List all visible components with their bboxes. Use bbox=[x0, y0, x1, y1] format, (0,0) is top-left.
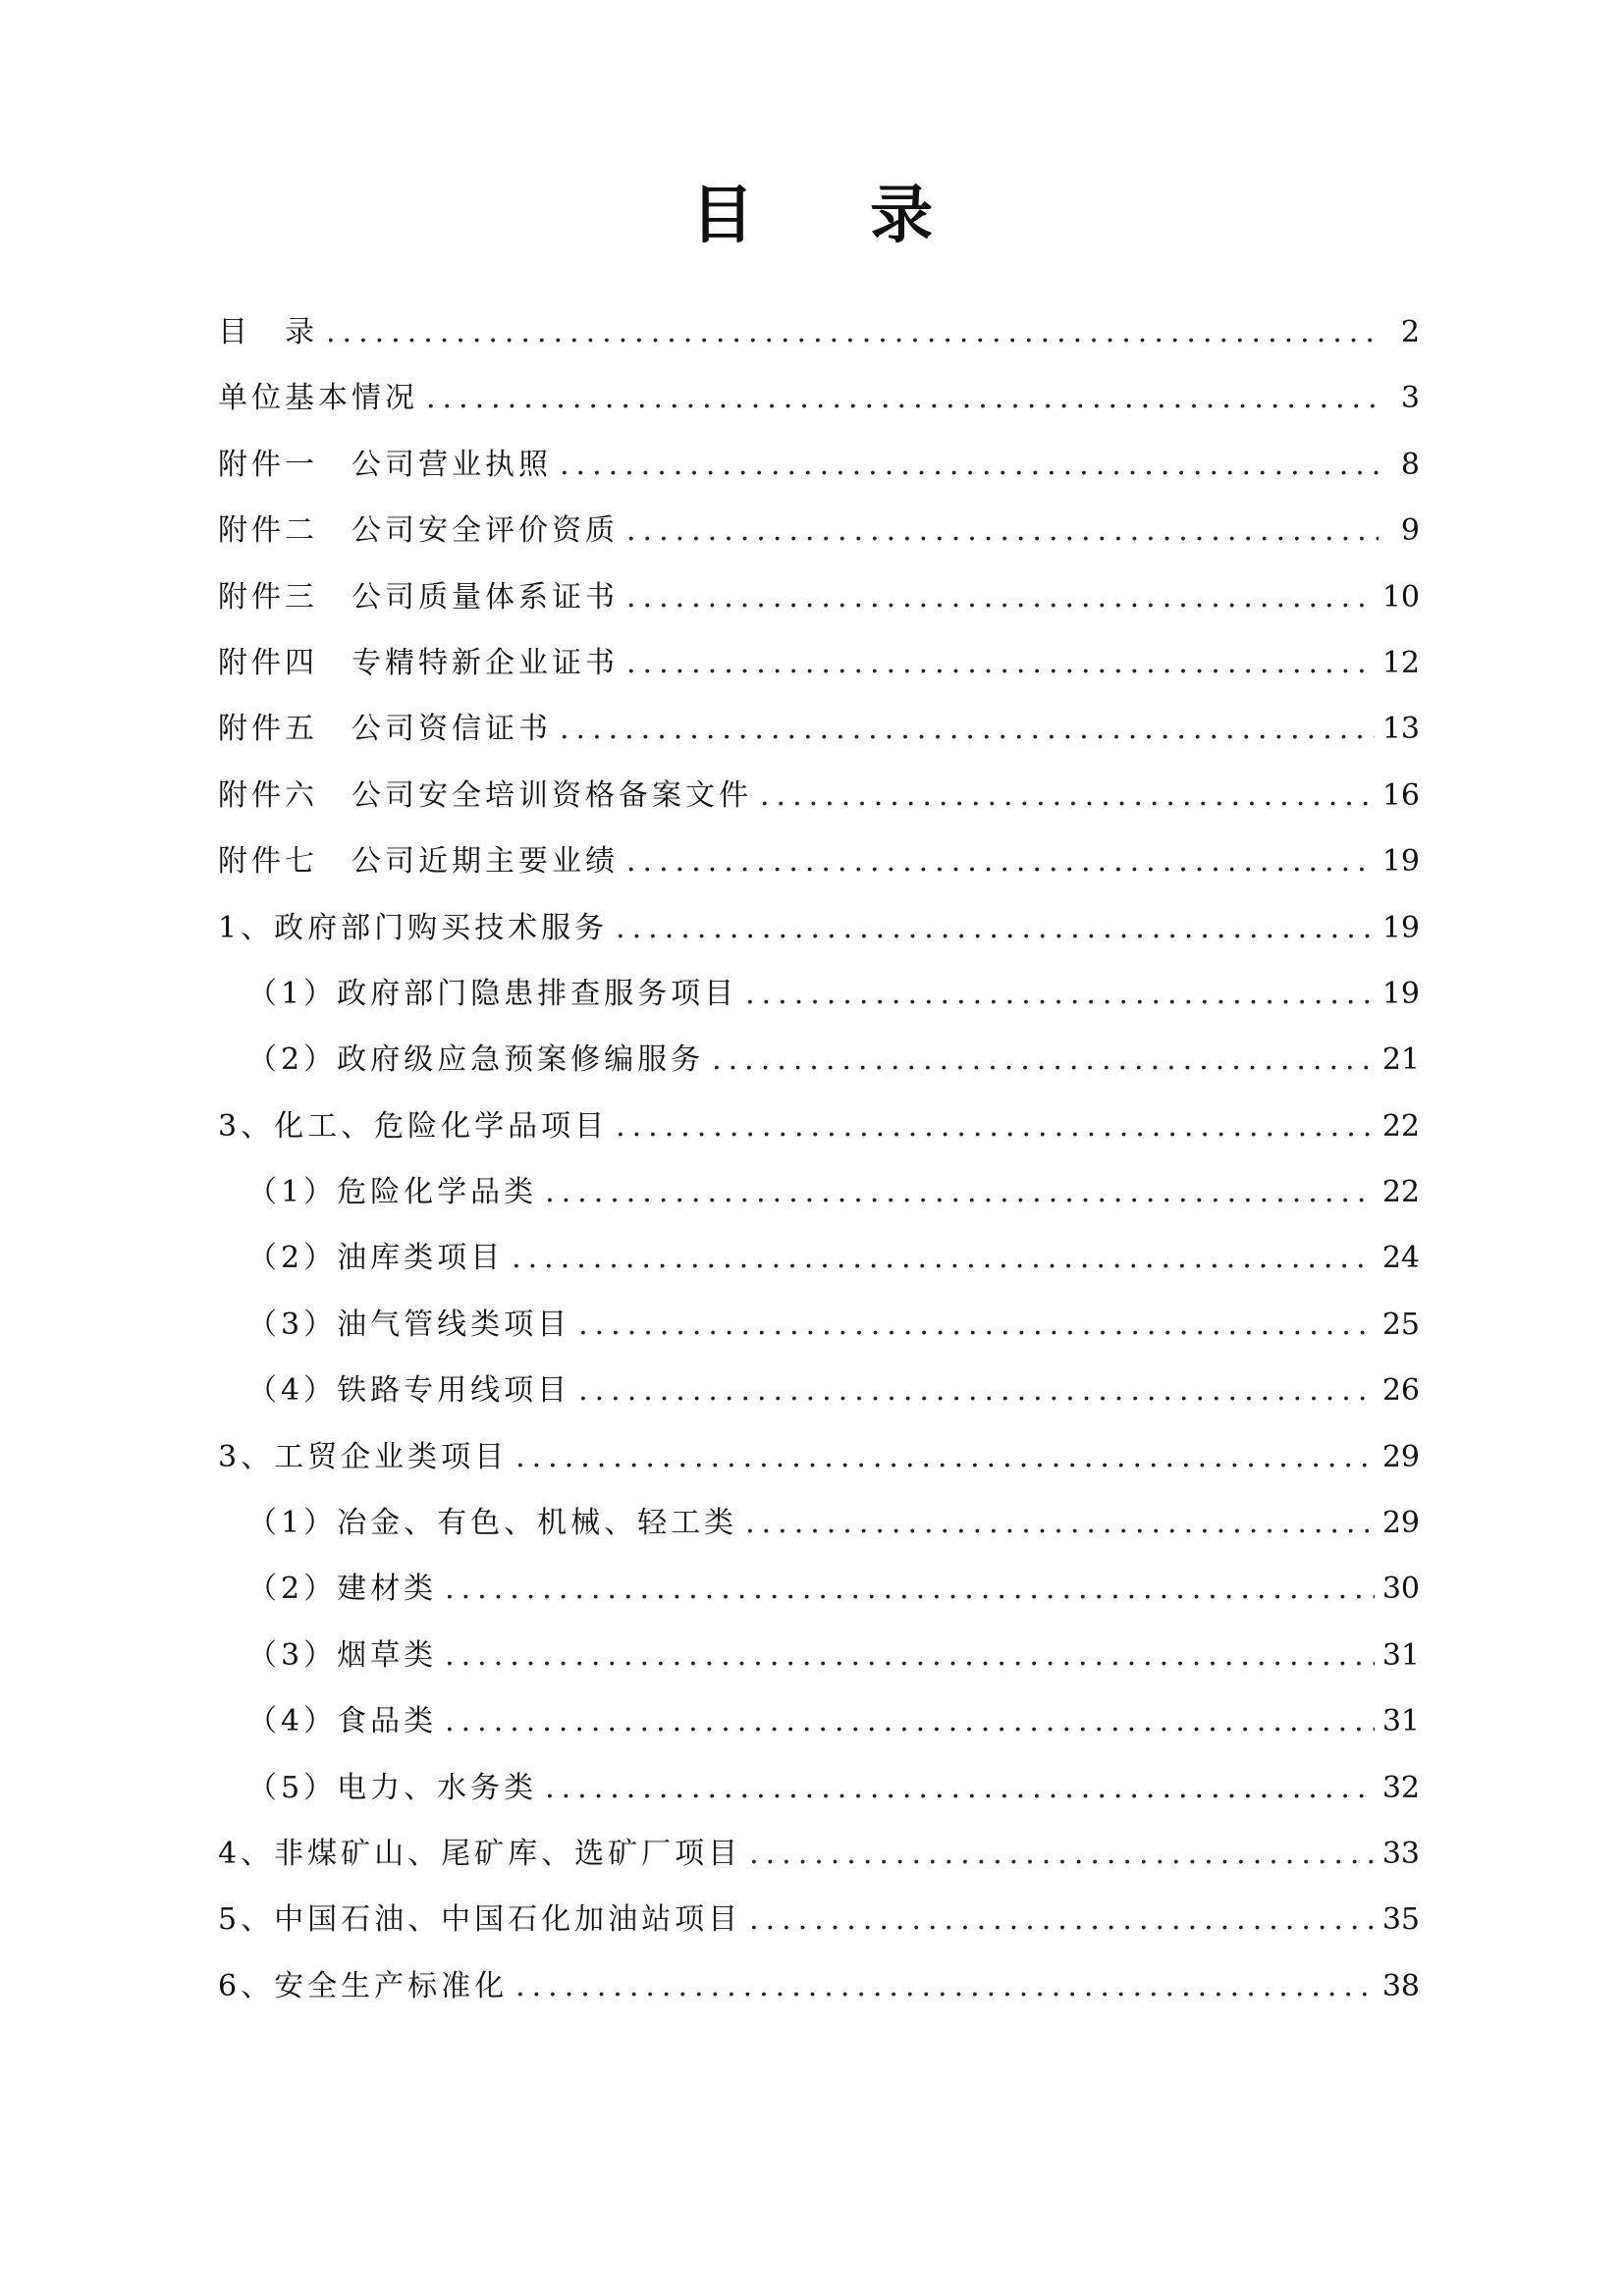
toc-entry[interactable] bbox=[218, 299, 1420, 365]
toc-leader-dots bbox=[545, 1755, 1375, 1821]
toc-entry[interactable] bbox=[218, 498, 1420, 563]
page-title: 目 录 bbox=[690, 180, 981, 252]
toc-subentry[interactable] bbox=[218, 1556, 1420, 1622]
toc-leader-dots bbox=[545, 1159, 1375, 1225]
toc-entry-label: 附件三 公司质量体系证书 bbox=[218, 579, 619, 614]
toc-leader-dots bbox=[760, 763, 1375, 828]
toc-entry-page: 22 bbox=[1381, 1175, 1420, 1210]
toc-entry-page: 35 bbox=[1381, 1902, 1420, 1938]
toc-entry-label: （1）冶金、有色、机械、轻工类 bbox=[247, 1506, 738, 1541]
toc-entry[interactable] bbox=[218, 763, 1420, 828]
toc-leader-dots bbox=[626, 498, 1379, 563]
toc-leader-dots bbox=[626, 630, 1375, 696]
toc-leader-dots bbox=[445, 1688, 1375, 1754]
toc-entry-label: 附件五 公司资信证书 bbox=[218, 712, 552, 747]
toc-entry[interactable] bbox=[218, 1821, 1420, 1887]
toc-entry-label: （4）食品类 bbox=[247, 1704, 438, 1739]
toc-entry-label: 单位基本情况 bbox=[218, 381, 418, 416]
toc-subentry[interactable] bbox=[218, 1225, 1420, 1291]
toc-entry[interactable] bbox=[218, 630, 1420, 696]
toc-leader-dots bbox=[426, 365, 1379, 431]
toc-leader-dots bbox=[560, 432, 1379, 498]
toc-leader-dots bbox=[626, 564, 1375, 630]
toc-entry[interactable] bbox=[218, 564, 1420, 630]
toc-entry-page: 19 bbox=[1381, 976, 1420, 1011]
toc-entry-page: 10 bbox=[1381, 579, 1420, 614]
toc-subentry[interactable] bbox=[218, 1292, 1420, 1358]
toc-entry-label: 附件一 公司营业执照 bbox=[218, 447, 552, 482]
toc-entry[interactable] bbox=[218, 1887, 1420, 1952]
toc-entry-label: 目 录 bbox=[218, 315, 318, 349]
toc-entry[interactable] bbox=[218, 1953, 1420, 2019]
toc-leader-dots bbox=[326, 299, 1379, 365]
toc-entry-label: （5）电力、水务类 bbox=[247, 1770, 538, 1805]
toc-entry-label: （1）危险化学品类 bbox=[247, 1175, 538, 1210]
toc-entry-page: 38 bbox=[1381, 1968, 1420, 2003]
toc-entry-label: 附件四 专精特新企业证书 bbox=[218, 645, 619, 680]
toc-entry-page: 21 bbox=[1381, 1042, 1420, 1078]
toc-leader-dots bbox=[578, 1358, 1375, 1423]
toc-leader-dots bbox=[745, 961, 1375, 1027]
toc-entry-label: （4）铁路专用线项目 bbox=[247, 1373, 571, 1409]
toc-entry-label: （3）烟草类 bbox=[247, 1637, 438, 1673]
toc-entry-label: 附件二 公司安全评价资质 bbox=[218, 513, 619, 549]
toc-leader-dots bbox=[515, 1953, 1375, 2019]
toc-entry-page: 31 bbox=[1381, 1704, 1420, 1739]
toc-entry-page: 32 bbox=[1381, 1770, 1420, 1805]
toc-subentry[interactable] bbox=[218, 1755, 1420, 1821]
toc-leader-dots bbox=[626, 828, 1375, 894]
toc-entry[interactable] bbox=[218, 432, 1420, 498]
toc-subentry[interactable] bbox=[218, 1490, 1420, 1556]
toc-leader-dots bbox=[445, 1556, 1375, 1622]
toc-entry-page: 19 bbox=[1381, 910, 1420, 945]
toc-entry[interactable] bbox=[218, 365, 1420, 431]
toc-entry-label: （3）油气管线类项目 bbox=[247, 1307, 571, 1342]
toc-entry[interactable] bbox=[218, 828, 1420, 894]
toc-entry-label: 1、政府部门购买技术服务 bbox=[218, 910, 609, 945]
toc-entry-page: 16 bbox=[1381, 777, 1420, 813]
toc-leader-dots bbox=[578, 1292, 1375, 1358]
toc-leader-dots bbox=[512, 1225, 1375, 1291]
toc-entry-label: 6、安全生产标准化 bbox=[218, 1968, 509, 2003]
toc-entry-label: （2）建材类 bbox=[247, 1572, 438, 1607]
toc-entry-page: 8 bbox=[1400, 447, 1420, 482]
toc-entry-page: 26 bbox=[1381, 1373, 1420, 1409]
toc-entry[interactable] bbox=[218, 1424, 1420, 1490]
toc-entry-page: 25 bbox=[1381, 1307, 1420, 1342]
toc-leader-dots bbox=[515, 1424, 1375, 1490]
toc-entry-page: 12 bbox=[1381, 645, 1420, 680]
toc-entry[interactable] bbox=[218, 1094, 1420, 1159]
toc-entry-label: 附件七 公司近期主要业绩 bbox=[218, 844, 619, 880]
toc-entry-page: 30 bbox=[1381, 1572, 1420, 1607]
toc-entry-page: 13 bbox=[1381, 712, 1420, 747]
toc-subentry[interactable] bbox=[218, 1358, 1420, 1423]
toc-entry-page: 9 bbox=[1400, 513, 1420, 549]
toc-subentry[interactable] bbox=[218, 1688, 1420, 1754]
toc-entry-page: 22 bbox=[1381, 1108, 1420, 1144]
toc-entry-label: （2）油库类项目 bbox=[247, 1241, 505, 1276]
toc-entry-label: 附件六 公司安全培训资格备案文件 bbox=[218, 777, 752, 813]
toc-leader-dots bbox=[560, 696, 1375, 762]
toc-subentry[interactable] bbox=[218, 1027, 1420, 1093]
toc-entry-page: 33 bbox=[1381, 1836, 1420, 1871]
toc-subentry[interactable] bbox=[218, 1159, 1420, 1225]
toc-entry-page: 29 bbox=[1381, 1506, 1420, 1541]
toc-entry-page: 31 bbox=[1381, 1637, 1420, 1673]
toc-entry-label: 3、化工、危险化学品项目 bbox=[218, 1108, 609, 1144]
toc-entry-page: 3 bbox=[1400, 381, 1420, 416]
toc-entry-page: 24 bbox=[1381, 1241, 1420, 1276]
toc-entry-label: （1）政府部门隐患排查服务项目 bbox=[247, 976, 738, 1011]
toc-entry-page: 2 bbox=[1400, 315, 1420, 349]
table-of-contents bbox=[218, 299, 1420, 2019]
toc-entry[interactable] bbox=[218, 895, 1420, 961]
toc-entry-label: 5、中国石油、中国石化加油站项目 bbox=[218, 1902, 742, 1938]
toc-leader-dots bbox=[616, 895, 1375, 961]
toc-entry[interactable] bbox=[218, 696, 1420, 762]
toc-entry-page: 29 bbox=[1381, 1439, 1420, 1474]
toc-leader-dots bbox=[445, 1623, 1375, 1688]
toc-entry-label: 4、非煤矿山、尾矿库、选矿厂项目 bbox=[218, 1836, 742, 1871]
toc-leader-dots bbox=[616, 1094, 1375, 1159]
toc-subentry[interactable] bbox=[218, 1623, 1420, 1688]
toc-entry-page: 19 bbox=[1381, 844, 1420, 880]
toc-leader-dots bbox=[712, 1027, 1375, 1093]
toc-leader-dots bbox=[749, 1821, 1375, 1887]
toc-entry-label: （2）政府级应急预案修编服务 bbox=[247, 1042, 705, 1078]
toc-leader-dots bbox=[745, 1490, 1375, 1556]
toc-entry-label: 3、工贸企业类项目 bbox=[218, 1439, 509, 1474]
toc-subentry[interactable] bbox=[218, 961, 1420, 1027]
toc-leader-dots bbox=[749, 1887, 1375, 1952]
